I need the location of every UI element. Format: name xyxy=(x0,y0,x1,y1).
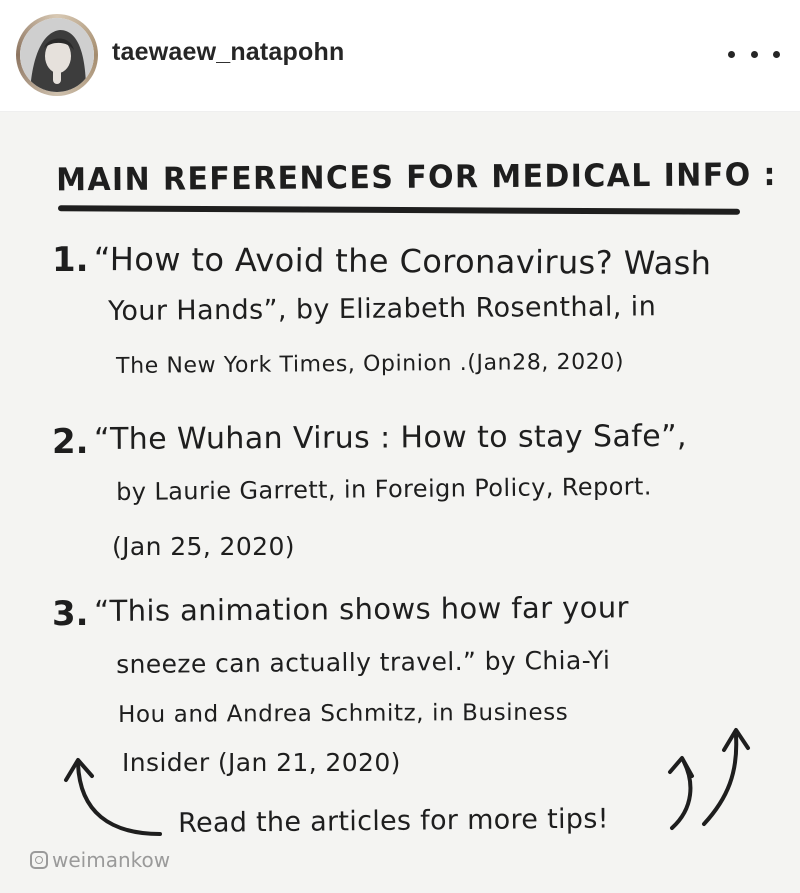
watermark-text: weimankow xyxy=(52,848,171,872)
reference-1-number: 1. xyxy=(52,240,89,280)
avatar[interactable] xyxy=(16,14,98,96)
reference-2-line-1: “The Wuhan Virus : How to stay Safe”, xyxy=(94,418,687,457)
right-arrow-2-icon xyxy=(704,736,736,824)
hand-drawn-arrows xyxy=(0,112,800,893)
footer-note: Read the articles for more tips! xyxy=(178,803,609,839)
reference-2-line-2: by Laurie Garrett, in Foreign Policy, Report. xyxy=(116,472,652,506)
post-header xyxy=(0,0,800,112)
reference-1-line-2: Your Hands”, by Elizabeth Rosenthal, in xyxy=(108,291,657,327)
camera-icon xyxy=(30,851,48,869)
watermark xyxy=(30,848,170,872)
reference-3-line-4: Insider (Jan 21, 2020) xyxy=(122,748,401,777)
reference-2-number: 2. xyxy=(52,422,89,462)
post-image[interactable] xyxy=(0,112,800,893)
more-dot xyxy=(728,51,735,58)
reference-3-number: 3. xyxy=(52,594,89,634)
reference-2-line-3: (Jan 25, 2020) xyxy=(112,532,295,561)
reference-1-line-1: “How to Avoid the Coronavirus? Wash xyxy=(93,240,712,283)
reference-3-line-3: Hou and Andrea Schmitz, in Business xyxy=(118,699,569,728)
references-heading: MAIN REFERENCES FOR MEDICAL INFO : xyxy=(56,156,777,199)
reference-3-line-1: “This animation shows how far your xyxy=(94,590,629,628)
reference-3-line-2: sneeze can actually travel.” by Chia-Yi xyxy=(116,645,611,679)
reference-1-line-3: The New York Times, Opinion .(Jan28, 2020) xyxy=(116,349,625,379)
username-link[interactable]: taewaew_natapohn xyxy=(112,38,345,66)
more-horizontal-icon[interactable] xyxy=(728,40,780,68)
avatar-photo xyxy=(20,18,94,92)
more-dot xyxy=(751,51,758,58)
more-dot xyxy=(773,51,780,58)
